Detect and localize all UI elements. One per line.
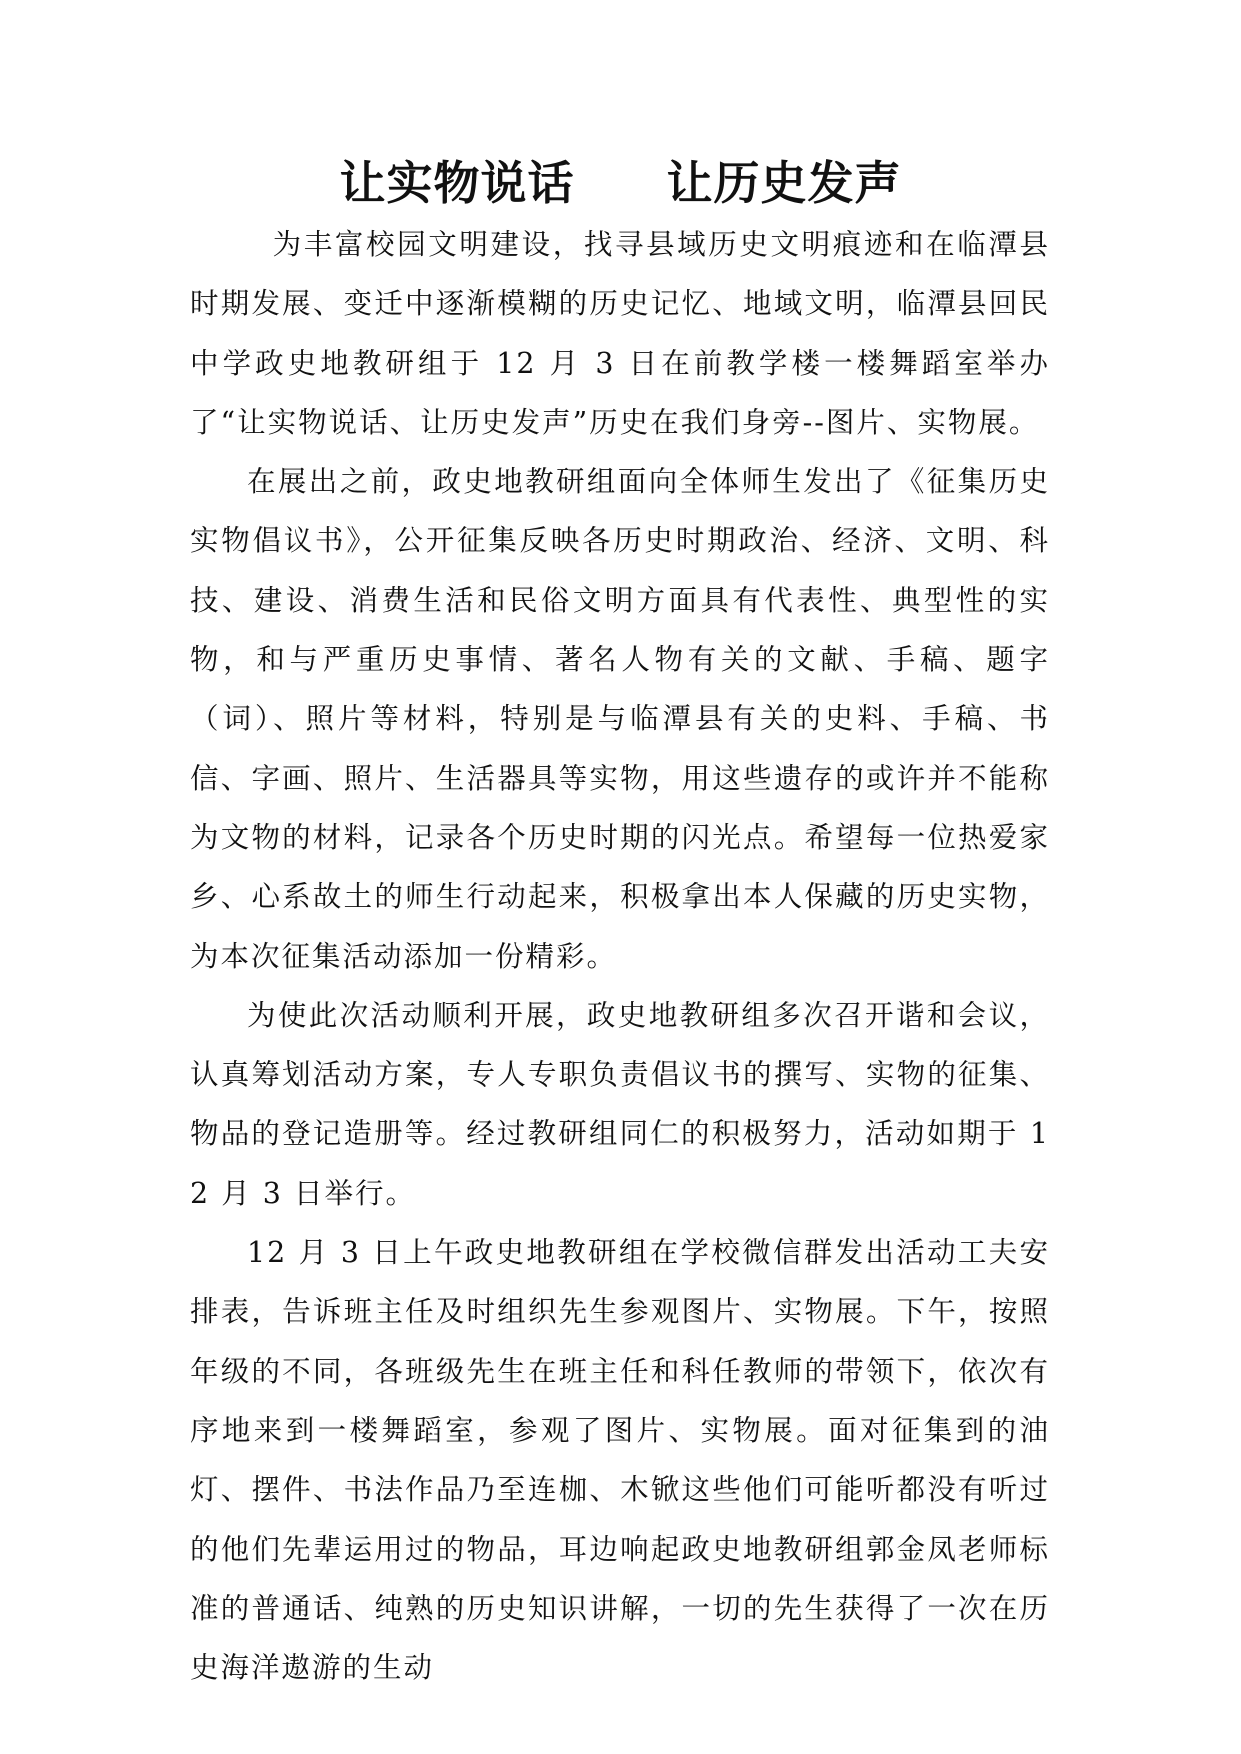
document-body: [190, 215, 1050, 1697]
paragraph-1: 为丰富校园文明建设，找寻县域历史文明痕迹和在临潭县时期发展、变迁中逐渐模糊的历史记忆、地域文明，临潭县回民中学政史地教研组于 12 月 3 日在前教学楼一楼舞蹈室举办了“让实物说话、让历史发声”历史在我们身旁--图片、实物展。: [190, 228, 1050, 439]
title-part-1: 让实物说话: [339, 156, 575, 210]
document-title: [0, 148, 1241, 218]
paragraph-2: 在展出之前，政史地教研组面向全体师生发出了《征集历史实物倡议书》，公开征集反映各历史时期政治、经济、文明、科技、建设、消费生活和民俗文明方面具有代表性、典型性的实物，和与严重历史事情、著名人物有关的文献、手稿、题字（词）、照片等材料，特别是与临潭县有关的史料、手稿、书信、字画、照片、生活器具等实物，用这些遗存的或许并不能称为文物的材料，记录各个历史时期的闪光点。希望每一位热爱家乡、心系故土的师生行动起来，积极拿出本人保藏的历史实物，为本次征集活动添加一份精彩。: [190, 465, 1050, 973]
title-part-2: 让历史发声: [666, 156, 902, 210]
paragraph-3: 为使此次活动顺利开展，政史地教研组多次召开谐和会议，认真筹划活动方案，专人专职负责倡议书的撰写、实物的征集、物品的登记造册等。经过教研组同仁的积极努力，活动如期于 12 月 3 日举行。: [190, 998, 1050, 1210]
paragraph-4: 12 月 3 日上午政史地教研组在学校微信群发出活动工夫安排表，告诉班主任及时组织先生参观图片、实物展。下午，按照年级的不同，各班级先生在班主任和科任教师的带领下，依次有序地来到一楼舞蹈室，参观了图片、实物展。面对征集到的油灯、摆件、书法作品乃至连枷、木锨这些他们可能听都没有听过的他们先辈运用过的物品，耳边响起政史地教研组郭金凤老师标准的普通话、纯熟的历史知识讲解，一切的先生获得了一次在历史海洋遨游的生动: [190, 1236, 1050, 1685]
